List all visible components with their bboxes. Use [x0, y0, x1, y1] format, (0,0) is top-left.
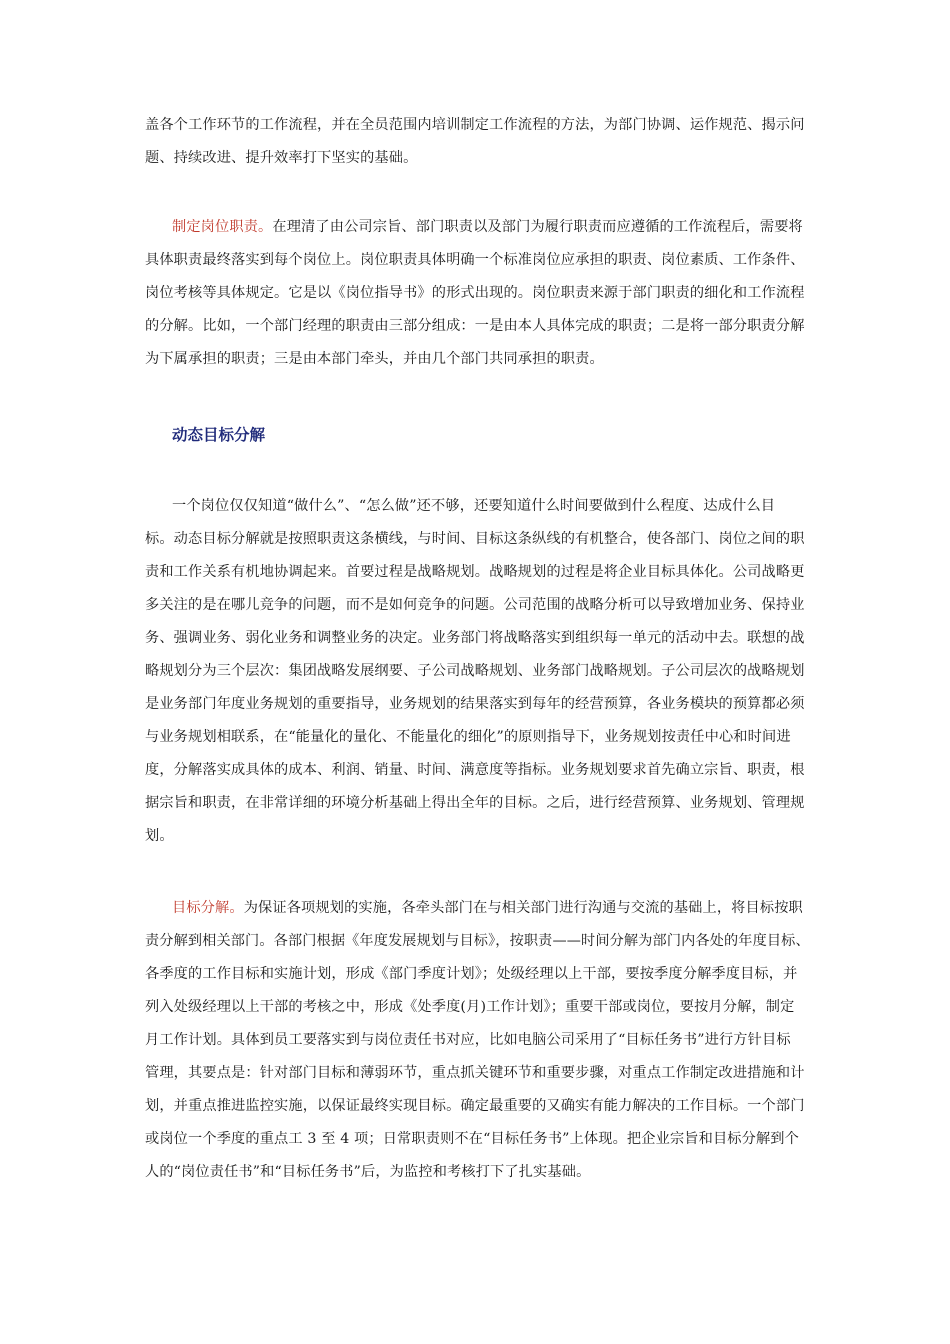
- intro-line-1: 盖各个工作环节的工作流程，并在全员范围内培训制定工作流程的方法，为部门协调、运作规范、揭示问: [145, 117, 805, 133]
- intro-line-2: 题、持续改进、提升效率打下坚实的基础。: [145, 150, 418, 166]
- target-line-2: 责分解到相关部门。各部门根据《年度发展规划与目标》，按职责——时间分解为部门内各处的年度目标、: [145, 933, 810, 949]
- dynamic-line-4: 多关注的是在哪儿竞争的问题，而不是如何竞争的问题。公司范围的战略分析可以导致增加业务、保持业: [145, 597, 805, 613]
- target-line-1: [172, 898, 803, 918]
- job-duty-line-1: [172, 217, 803, 237]
- target-lead: 目标分解。: [172, 900, 244, 916]
- dynamic-line-3: 责和工作关系有机地协调起来。首要过程是战略规划。战略规划的过程是将企业目标具体化。公司战略更: [145, 564, 805, 580]
- job-duty-line-3: 岗位考核等具体规定。它是以《岗位指导书》的形式出现的。岗位职责来源于部门职责的细化和工作流程: [145, 285, 805, 301]
- dynamic-line-6: 略规划分为三个层次：集团战略发展纲要、子公司战略规划、业务部门战略规划。子公司层次的战略规划: [145, 663, 805, 679]
- target-line-3: 各季度的工作目标和实施计划，形成《部门季度计划》；处级经理以上干部，要按季度分解季度目标，并: [145, 966, 798, 982]
- dynamic-line-8: 与业务规划相联系，在“能量化的量化、不能量化的细化”的原则指导下，业务规划按责任中心和时间进: [145, 729, 791, 745]
- target-line-4: 列入处级经理以上干部的考核之中，形成《处季度(月)工作计划》；重要干部或岗位，要按月分解，制定: [145, 999, 795, 1015]
- target-first-line-text: 为保证各项规划的实施，各牵头部门在与相关部门进行沟通与交流的基础上，将目标按职: [243, 900, 803, 916]
- dynamic-line-10: 据宗旨和职责，在非常详细的环境分析基础上得出全年的目标。之后，进行经营预算、业务规划、管理规: [145, 795, 805, 811]
- job-duty-first-line-text: 在理清了由公司宗旨、部门职责以及部门为履行职责而应遵循的工作流程后，需要将: [272, 219, 803, 235]
- section-heading: 动态目标分解: [172, 426, 266, 444]
- target-line-7: 划，并重点推进监控实施，以保证最终实现目标。确定最重要的又确实有能力解决的工作目标。一个部门: [145, 1098, 805, 1114]
- dynamic-line-2: 标。动态目标分解就是按照职责这条横线，与时间、目标这条纵线的有机整合，使各部门、岗位之间的职: [145, 531, 805, 547]
- dynamic-line-11: 划。: [145, 828, 174, 844]
- dynamic-line-9: 度，分解落实成具体的成本、利润、销量、时间、满意度等指标。业务规划要求首先确立宗旨、职责，根: [145, 762, 805, 778]
- dynamic-line-5: 务、强调业务、弱化业务和调整业务的决定。业务部门将战略落实到组织每一单元的活动中去。联想的战: [145, 630, 805, 646]
- job-duty-line-5: 为下属承担的职责；三是由本部门牵头，并由几个部门共同承担的职责。: [145, 351, 604, 367]
- target-line-9: 人的“岗位责任书”和“目标任务书”后，为监控和考核打下了扎实基础。: [145, 1164, 591, 1180]
- dynamic-line-7: 是业务部门年度业务规划的重要指导，业务规划的结果落实到每年的经营预算，各业务模块的预算都必须: [145, 696, 805, 712]
- job-duty-lead: 制定岗位职责。: [172, 219, 273, 235]
- target-line-6: 管理，其要点是：针对部门目标和薄弱环节，重点抓关键环节和重要步骤，对重点工作制定改进措施和计: [145, 1065, 805, 1081]
- dynamic-line-1: 一个岗位仅仅知道“做什么”、“怎么做”还不够，还要知道什么时间要做到什么程度、达成什么目: [172, 498, 776, 514]
- target-line-5: 月工作计划。具体到员工要落实到与岗位责任书对应，比如电脑公司采用了“目标任务书”进行方针目标: [145, 1032, 791, 1048]
- job-duty-line-4: 的分解。比如，一个部门经理的职责由三部分组成：一是由本人具体完成的职责；二是将一部分职责分解: [145, 318, 805, 334]
- target-line-8: 或岗位一个季度的重点工 3 至 4 项；日常职责则不在“目标任务书”上体现。把企业宗旨和目标分解到个: [145, 1131, 799, 1147]
- job-duty-line-2: 具体职责最终落实到每个岗位上。岗位职责具体明确一个标准岗位应承担的职责、岗位素质、工作条件、: [145, 252, 805, 268]
